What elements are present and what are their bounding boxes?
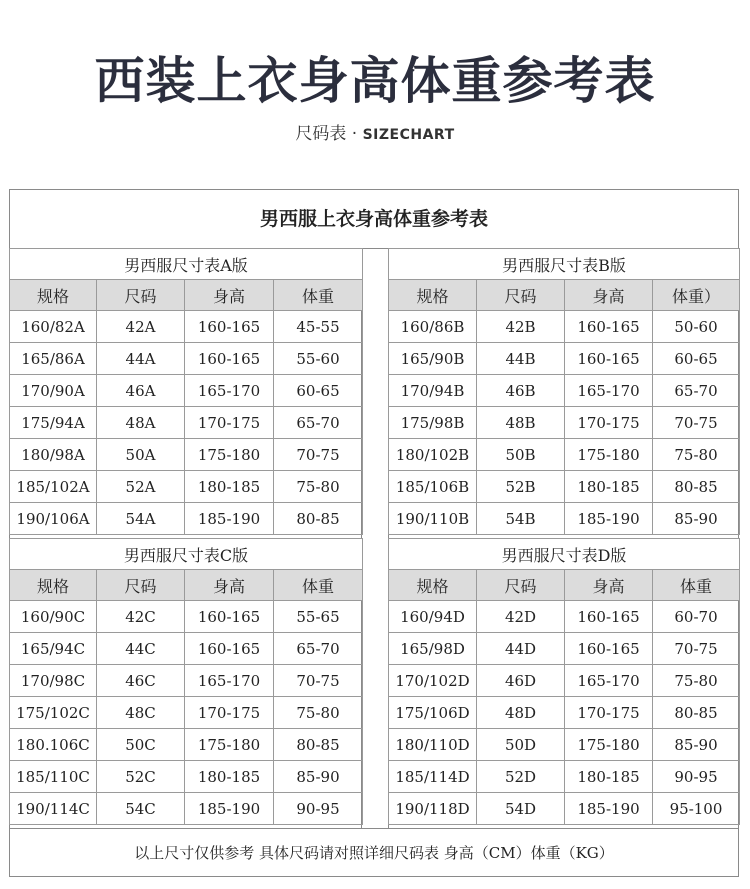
table-d-header-height: 身高 — [565, 570, 653, 601]
table-cell: 52D — [477, 761, 565, 793]
table-row — [389, 471, 740, 503]
table-a-header-weight: 体重 — [274, 280, 363, 311]
table-cell: 170/102D — [389, 665, 477, 697]
table-cell: 75-80 — [274, 471, 363, 503]
table-cell: 180/102B — [389, 439, 477, 471]
subtitle-cn: 尺码表 · — [295, 124, 363, 144]
table-b-header-height: 身高 — [565, 280, 653, 311]
table-cell: 160-165 — [185, 601, 274, 633]
table-cell: 50D — [477, 729, 565, 761]
table-row — [10, 633, 363, 665]
table-cell: 46A — [97, 375, 185, 407]
table-row — [389, 375, 740, 407]
table-cell: 42A — [97, 311, 185, 343]
table-cell: 52A — [97, 471, 185, 503]
table-cell: 52B — [477, 471, 565, 503]
table-a-header-size: 尺码 — [97, 280, 185, 311]
table-cell: 185-190 — [185, 503, 274, 535]
table-b-header-weight: 体重） — [653, 280, 740, 311]
table-cell: 42C — [97, 601, 185, 633]
table-c-title: 男西服尺寸表C版 — [10, 539, 363, 570]
table-cell: 185/102A — [10, 471, 97, 503]
table-cell: 80-85 — [653, 697, 740, 729]
table-cell: 185-190 — [185, 793, 274, 825]
table-row — [10, 439, 363, 471]
table-row — [389, 761, 740, 793]
table-cell: 70-75 — [653, 407, 740, 439]
table-cell: 50B — [477, 439, 565, 471]
table-cell: 55-65 — [274, 601, 363, 633]
table-cell: 170-175 — [185, 407, 274, 439]
table-cell: 160/86B — [389, 311, 477, 343]
table-c-header-height: 身高 — [185, 570, 274, 601]
table-cell: 185/114D — [389, 761, 477, 793]
table-b-header-size: 尺码 — [477, 280, 565, 311]
table-cell: 85-90 — [653, 729, 740, 761]
size-table-d — [388, 538, 740, 825]
table-cell: 185/110C — [10, 761, 97, 793]
table-row — [389, 343, 740, 375]
table-cell: 60-65 — [653, 343, 740, 375]
table-cell: 160/90C — [10, 601, 97, 633]
table-row — [10, 729, 363, 761]
table-cell: 180/110D — [389, 729, 477, 761]
table-row — [10, 793, 363, 825]
size-table-b — [388, 248, 740, 535]
table-cell: 160-165 — [185, 343, 274, 375]
table-cell: 175/94A — [10, 407, 97, 439]
table-a-header-height: 身高 — [185, 280, 274, 311]
table-cell: 54B — [477, 503, 565, 535]
table-cell: 160-165 — [185, 633, 274, 665]
table-cell: 44C — [97, 633, 185, 665]
page-subtitle — [0, 119, 750, 144]
table-row — [10, 375, 363, 407]
table-cell: 180-185 — [565, 471, 653, 503]
page-title: 西装上衣身高体重参考表 — [94, 52, 656, 110]
table-cell: 185-190 — [565, 793, 653, 825]
table-cell: 190/118D — [389, 793, 477, 825]
table-row — [389, 729, 740, 761]
table-cell: 46B — [477, 375, 565, 407]
table-cell: 42B — [477, 311, 565, 343]
table-cell: 165-170 — [565, 665, 653, 697]
size-table-c — [9, 538, 363, 825]
table-a-header-spec: 规格 — [10, 280, 97, 311]
table-row — [10, 471, 363, 503]
table-cell: 80-85 — [653, 471, 740, 503]
table-cell: 60-65 — [274, 375, 363, 407]
table-cell: 160-165 — [565, 633, 653, 665]
table-cell: 165/86A — [10, 343, 97, 375]
table-cell: 160/94D — [389, 601, 477, 633]
table-cell: 80-85 — [274, 503, 363, 535]
table-cell: 165/98D — [389, 633, 477, 665]
table-cell: 65-70 — [274, 407, 363, 439]
table-cell: 70-75 — [274, 439, 363, 471]
table-cell: 180-185 — [185, 471, 274, 503]
table-row — [10, 407, 363, 439]
table-c-header-weight: 体重 — [274, 570, 363, 601]
table-cell: 175-180 — [185, 439, 274, 471]
table-row — [389, 407, 740, 439]
table-row — [389, 311, 740, 343]
table-d-title: 男西服尺寸表D版 — [389, 539, 740, 570]
table-row — [389, 793, 740, 825]
table-cell: 60-70 — [653, 601, 740, 633]
table-cell: 75-80 — [653, 439, 740, 471]
table-cell: 175-180 — [185, 729, 274, 761]
table-cell: 160-165 — [565, 343, 653, 375]
table-cell: 175/102C — [10, 697, 97, 729]
table-cell: 165/94C — [10, 633, 97, 665]
table-cell: 175/106D — [389, 697, 477, 729]
table-cell: 48D — [477, 697, 565, 729]
table-cell: 85-90 — [653, 503, 740, 535]
table-cell: 75-80 — [274, 697, 363, 729]
table-cell: 170/90A — [10, 375, 97, 407]
table-cell: 165-170 — [565, 375, 653, 407]
table-cell: 65-70 — [274, 633, 363, 665]
table-row — [389, 503, 740, 535]
table-cell: 44A — [97, 343, 185, 375]
table-cell: 46C — [97, 665, 185, 697]
table-cell: 170-175 — [565, 697, 653, 729]
table-row — [389, 601, 740, 633]
table-b-header-spec: 规格 — [389, 280, 477, 311]
table-cell: 190/110B — [389, 503, 477, 535]
table-cell: 170/94B — [389, 375, 477, 407]
table-a-title: 男西服尺寸表A版 — [10, 249, 363, 280]
table-cell: 70-75 — [274, 665, 363, 697]
table-cell: 185-190 — [565, 503, 653, 535]
table-d-header-weight: 体重 — [653, 570, 740, 601]
table-row — [389, 633, 740, 665]
table-cell: 54A — [97, 503, 185, 535]
size-chart-title: 男西服上衣身高体重参考表 — [259, 208, 488, 230]
table-row — [389, 697, 740, 729]
table-cell: 48A — [97, 407, 185, 439]
table-d-header-size: 尺码 — [477, 570, 565, 601]
table-cell: 42D — [477, 601, 565, 633]
table-cell: 90-95 — [274, 793, 363, 825]
table-cell: 170-175 — [565, 407, 653, 439]
table-cell: 180.106C — [10, 729, 97, 761]
table-cell: 160-165 — [565, 601, 653, 633]
table-cell: 75-80 — [653, 665, 740, 697]
table-cell: 165-170 — [185, 375, 274, 407]
table-cell: 54C — [97, 793, 185, 825]
table-cell: 180-185 — [565, 761, 653, 793]
table-cell: 175/98B — [389, 407, 477, 439]
table-cell: 185/106B — [389, 471, 477, 503]
table-b-title: 男西服尺寸表B版 — [389, 249, 740, 280]
table-cell: 90-95 — [653, 761, 740, 793]
table-row — [389, 439, 740, 471]
table-cell: 48C — [97, 697, 185, 729]
table-row — [10, 761, 363, 793]
table-cell: 44D — [477, 633, 565, 665]
table-cell: 48B — [477, 407, 565, 439]
table-cell: 175-180 — [565, 729, 653, 761]
subtitle-en: SIZECHART — [362, 127, 455, 143]
table-cell: 160/82A — [10, 311, 97, 343]
table-cell: 180-185 — [185, 761, 274, 793]
table-cell: 80-85 — [274, 729, 363, 761]
table-cell: 45-55 — [274, 311, 363, 343]
table-cell: 55-60 — [274, 343, 363, 375]
table-cell: 44B — [477, 343, 565, 375]
table-row — [10, 343, 363, 375]
footer-note: 以上尺寸仅供参考 具体尺码请对照详细尺码表 身高（CM）体重（KG） — [9, 828, 739, 877]
table-cell: 170-175 — [185, 697, 274, 729]
table-row — [10, 601, 363, 633]
size-table-a — [9, 248, 363, 535]
table-cell: 190/114C — [10, 793, 97, 825]
table-c-header-spec: 规格 — [10, 570, 97, 601]
table-cell: 65-70 — [653, 375, 740, 407]
table-cell: 160-165 — [185, 311, 274, 343]
table-d-header-spec: 规格 — [389, 570, 477, 601]
table-cell: 46D — [477, 665, 565, 697]
table-cell: 160-165 — [565, 311, 653, 343]
table-cell: 85-90 — [274, 761, 363, 793]
table-row — [10, 503, 363, 535]
table-cell: 165/90B — [389, 343, 477, 375]
table-cell: 170/98C — [10, 665, 97, 697]
table-c-header-size: 尺码 — [97, 570, 185, 601]
table-cell: 50C — [97, 729, 185, 761]
table-cell: 54D — [477, 793, 565, 825]
table-cell: 70-75 — [653, 633, 740, 665]
table-cell: 175-180 — [565, 439, 653, 471]
table-row — [389, 665, 740, 697]
table-cell: 95-100 — [653, 793, 740, 825]
table-row — [10, 697, 363, 729]
table-cell: 165-170 — [185, 665, 274, 697]
table-cell: 50-60 — [653, 311, 740, 343]
table-cell: 50A — [97, 439, 185, 471]
table-row — [10, 311, 363, 343]
table-cell: 52C — [97, 761, 185, 793]
table-cell: 180/98A — [10, 439, 97, 471]
table-row — [10, 665, 363, 697]
table-cell: 190/106A — [10, 503, 97, 535]
